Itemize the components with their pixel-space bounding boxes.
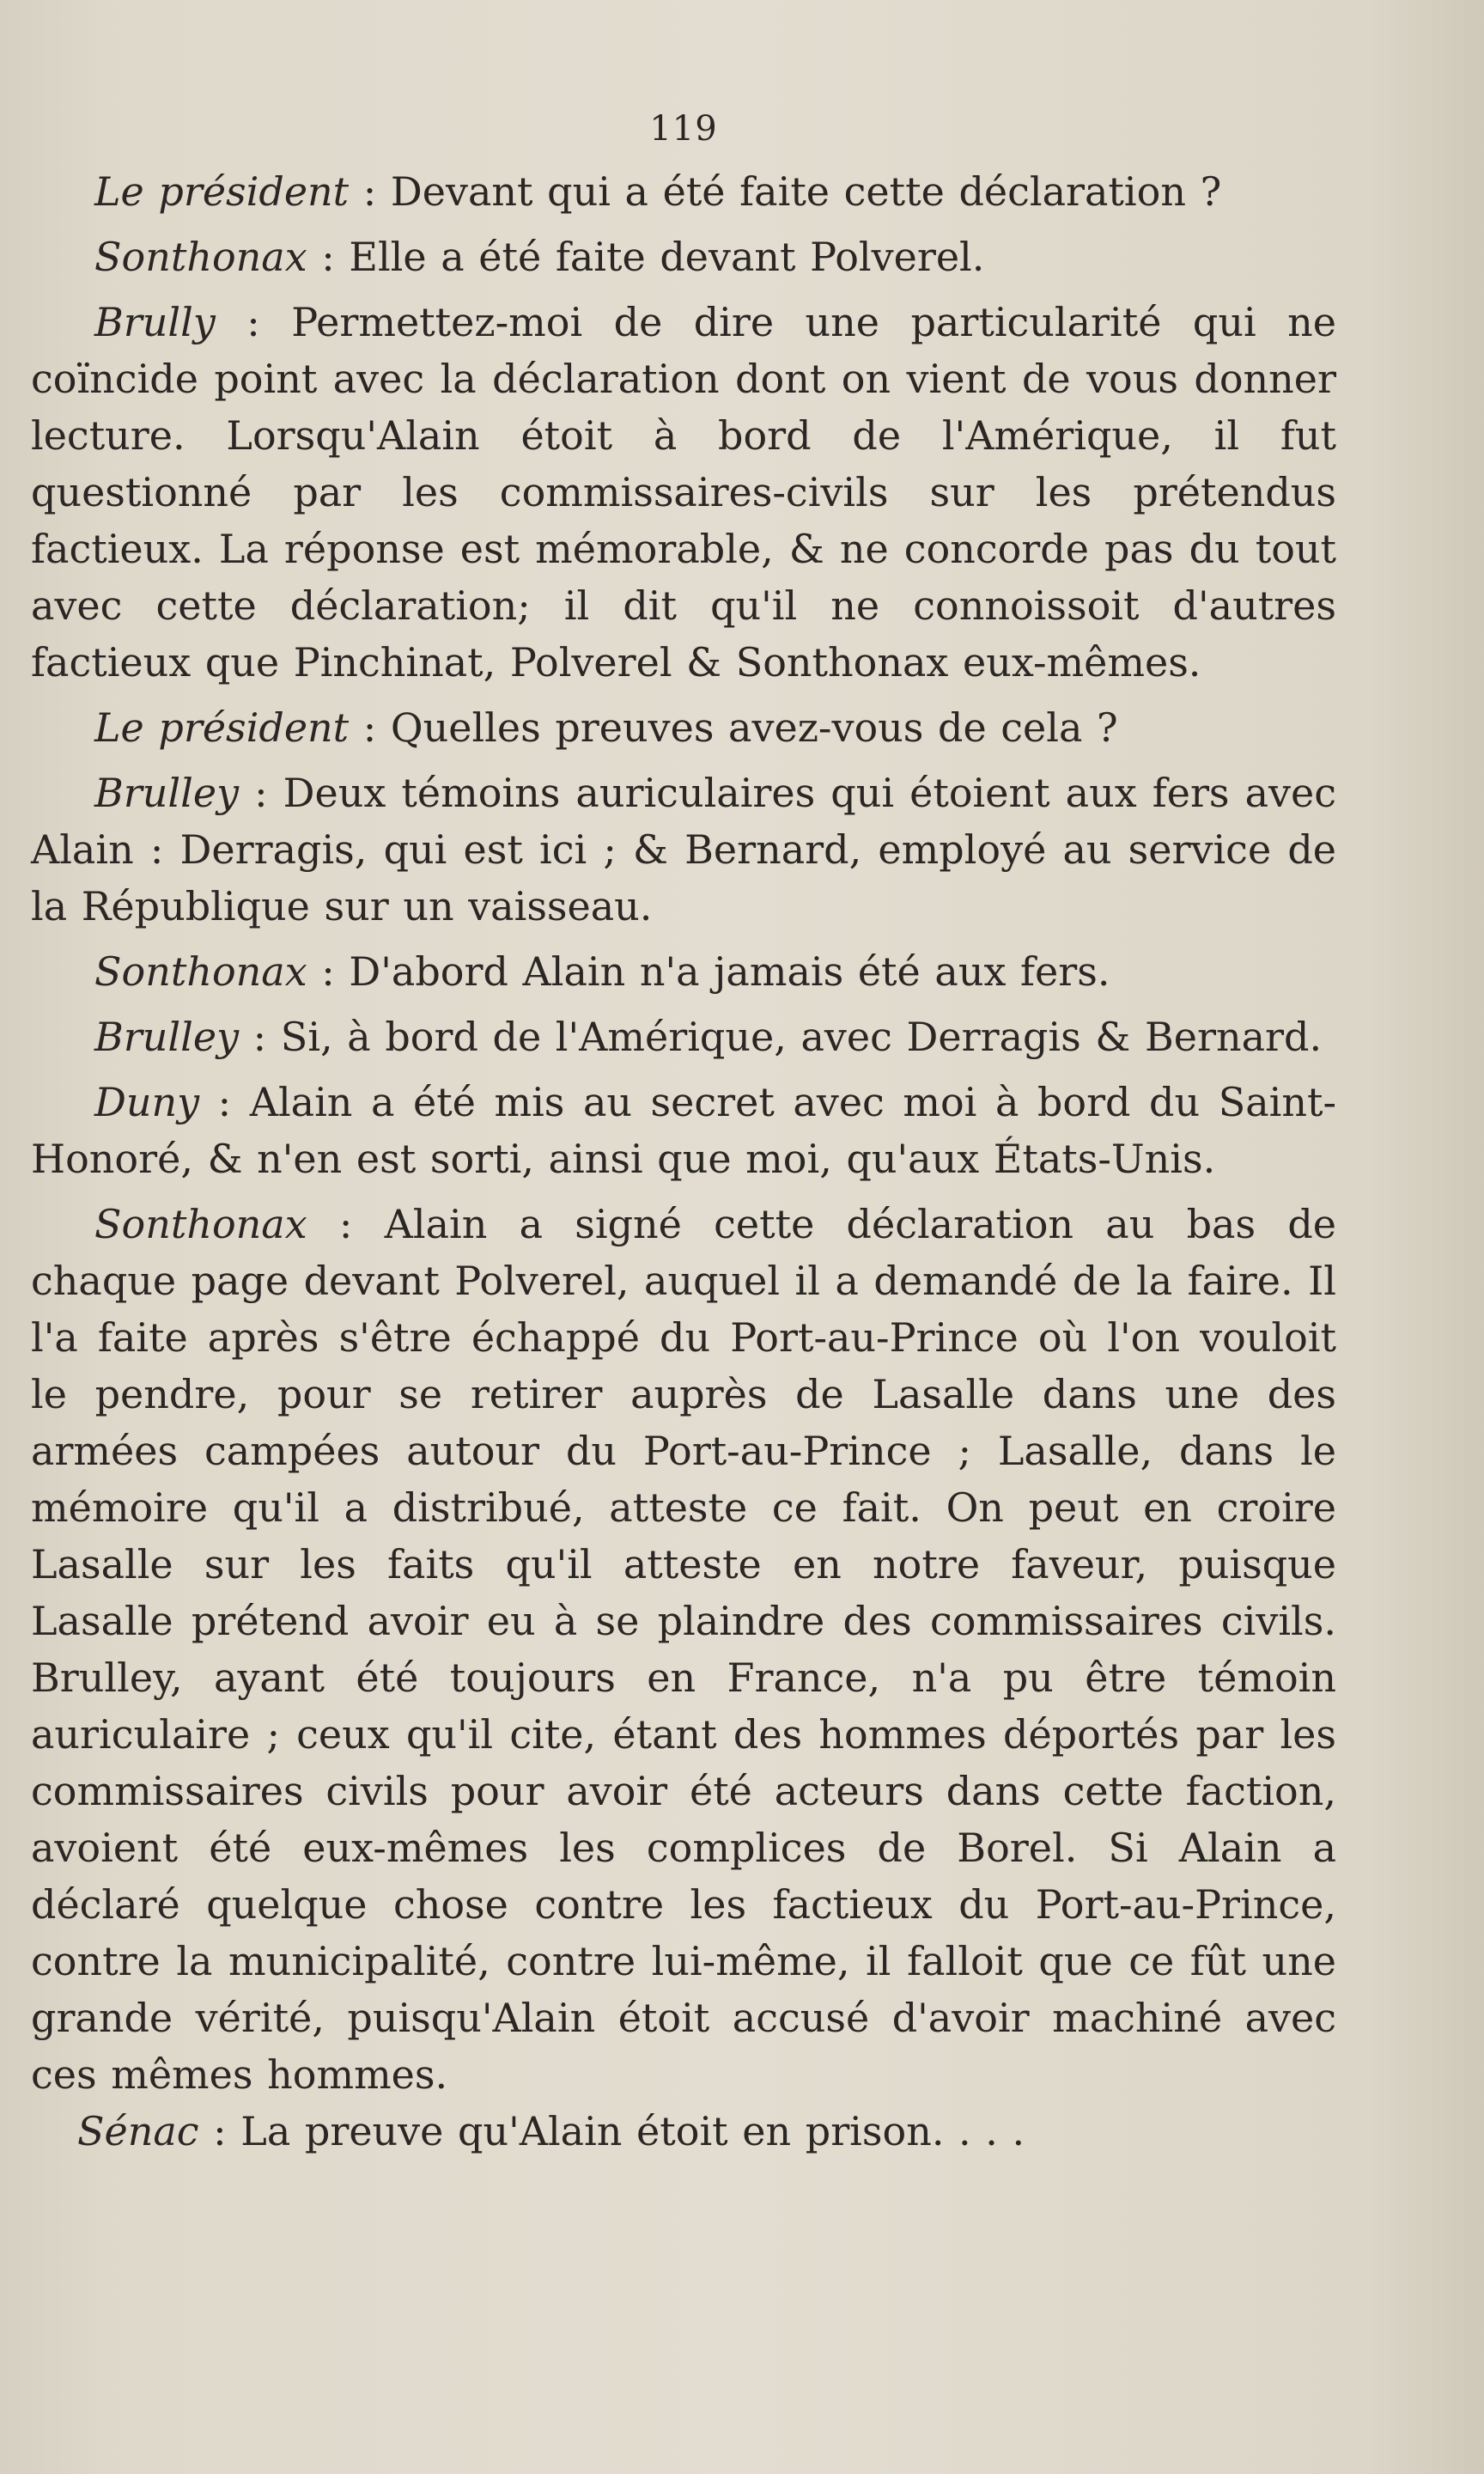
page-text-block [31, 109, 1336, 2160]
paragraph-text: : Si, à bord de l'Amérique, avec Derragis & Bernard. [239, 1014, 1323, 1060]
paragraph-text: : Deux témoins auriculaires qui étoient aux fers avec Alain : Derragis, qui est ici ; & Bernard, employé au service de la République sur un vaisseau. [31, 770, 1336, 929]
speaker-name: Sénac [77, 2108, 199, 2154]
paragraph-1 [31, 163, 1336, 220]
speaker-name: Sonthonax [94, 234, 307, 280]
paragraph-text: : Permettez-moi de dire une particularité qui ne coïncide point avec la déclaration dont on vient de vous donner lecture. Lorsqu'Alain étoit à bord de l'Amérique, il fut questionné par les commissaires-civils sur les prétendus factieux. La réponse est mémorable, & ne concorde pas du tout avec cette déclaration; il dit qu'il ne connoissoit d'autres factieux que Pinchinat, Polverel & Sonthonax eux-mêmes. [31, 299, 1336, 686]
paragraph-text: : Elle a été faite devant Polverel. [307, 234, 985, 280]
paragraph-3 [31, 294, 1336, 691]
paragraph-9 [31, 1196, 1336, 2103]
paragraph-8 [31, 1074, 1336, 1187]
paragraph-4 [31, 699, 1336, 756]
paragraph-text: : Alain a signé cette déclaration au bas de chaque page devant Polverel, auquel il a demandé de la faire. Il l'a faite après s'être échappé du Port-au-Prince où l'on vouloit le pendre, pour se retirer auprès de Lasalle dans une des armées campées autour du Port-au-Prince ; Lasalle, dans le mémoire qu'il a distribué, atteste ce fait. On peut en croire Lasalle sur les faits qu'il atteste en notre faveur, puisque Lasalle prétend avoir eu à se plaindre des commissaires civils. Brulley, ayant été toujours en France, n'a pu être témoin auriculaire ; ceux qu'il cite, étant des hommes déportés par les commissaires civils pour avoir été acteurs dans cette faction, avoient été eux-mêmes les complices de Borel. Si Alain a déclaré quelque chose contre les factieux du Port-au-Prince, contre la municipalité, contre lui-même, il falloit que ce fût une grande vérité, puisqu'Alain étoit accusé d'avoir machiné avec ces mêmes hommes. [31, 1201, 1336, 2098]
paragraph-text: : D'abord Alain n'a jamais été aux fers. [307, 948, 1110, 995]
speaker-name: Duny [94, 1079, 200, 1125]
paragraph-text: : La preuve qu'Alain étoit en prison. . . . [198, 2108, 1025, 2154]
speaker-name: Sonthonax [94, 948, 307, 995]
paragraph-2 [31, 229, 1336, 285]
paragraph-text: : Quelles preuves avez-vous de cela ? [349, 704, 1118, 751]
speaker-name: Brully [94, 299, 216, 345]
speaker-name: Brulley [94, 770, 240, 816]
page-number: 119 [649, 109, 718, 149]
paragraph-text: : Alain a été mis au secret avec moi à bord du Saint-Honoré, & n'en est sorti, ainsi que moi, qu'aux États-Unis. [31, 1079, 1336, 1182]
paragraph-5 [31, 765, 1336, 935]
speaker-name: Sonthonax [94, 1201, 307, 1247]
speaker-name: Le président [94, 168, 350, 215]
speaker-name: Brulley [94, 1014, 240, 1060]
speaker-name: Le président [94, 704, 350, 751]
paragraph-10 [31, 2103, 1336, 2160]
paragraph-text: : Devant qui a été faite cette déclaration ? [349, 168, 1222, 215]
paragraph-7 [31, 1008, 1336, 1065]
paragraph-6 [31, 943, 1336, 1000]
